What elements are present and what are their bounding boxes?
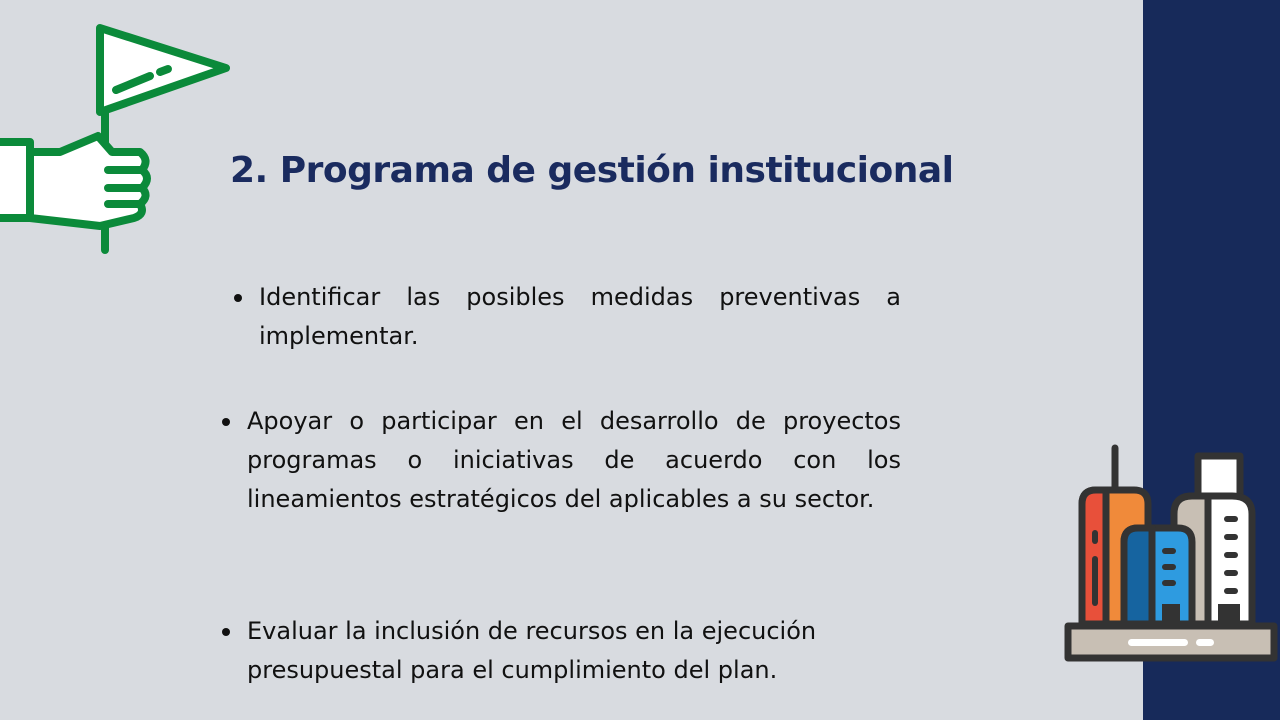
bullet-dot <box>234 294 242 302</box>
bullet-dot <box>222 418 230 426</box>
bullet-item <box>247 402 901 519</box>
bullet-item <box>259 278 901 356</box>
bullet-text: Identificar las posibles medidas preventivas a implementar. <box>259 283 901 350</box>
bullet-dot <box>222 628 230 636</box>
bullet-text: Evaluar la inclusión de recursos en la ejecución presupuestal para el cumplimiento del plan. <box>247 617 817 684</box>
slide-title: 2. Programa de gestión institucional <box>230 150 954 191</box>
hand-holding-flag-icon <box>0 20 240 260</box>
bullet-text: Apoyar o participar en el desarrollo de proyectos programas o iniciativas de acuerdo con los lineamientos estratégicos del aplicables a su sector. <box>247 407 901 513</box>
bullet-item <box>247 612 913 690</box>
city-buildings-icon <box>1062 444 1280 664</box>
